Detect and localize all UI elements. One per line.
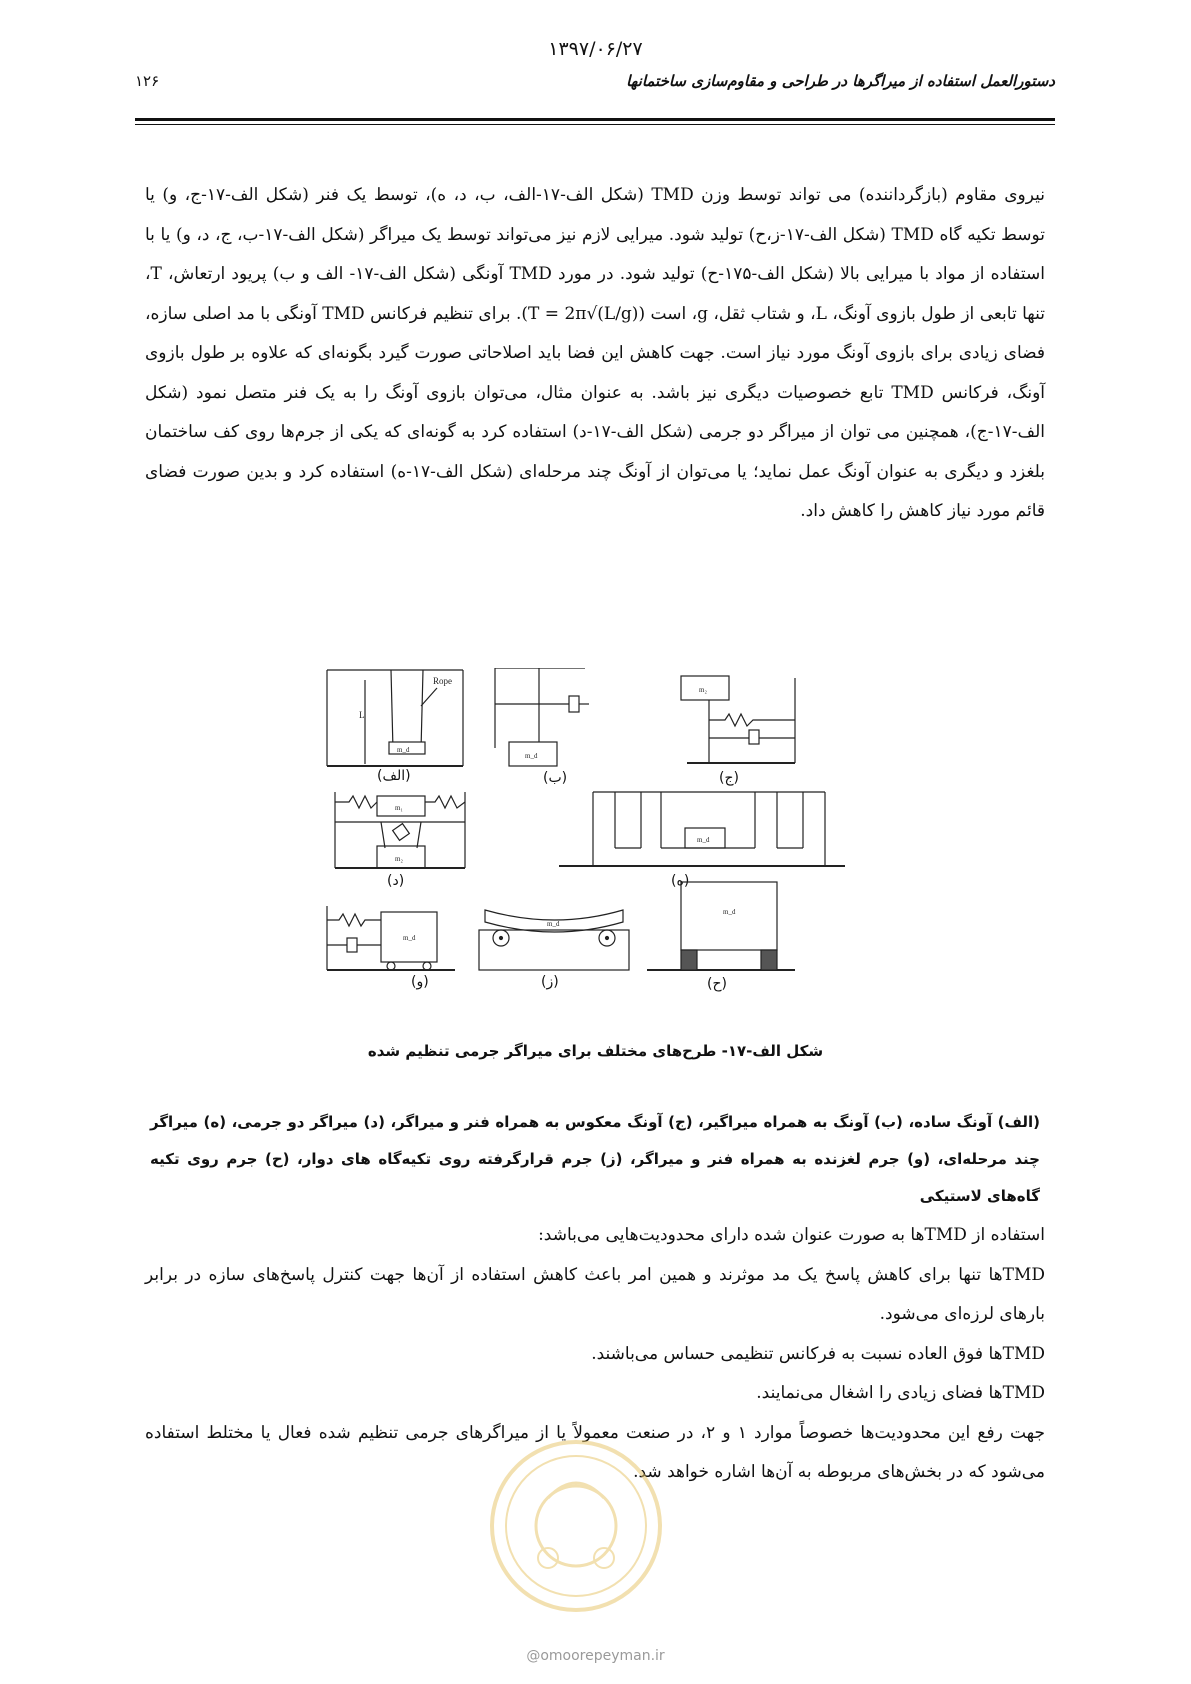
- svg-text:m_d: m_d: [547, 920, 560, 928]
- label-rope: Rope: [433, 676, 452, 686]
- fig-label-d: (د): [387, 873, 405, 889]
- svg-text:m_d: m_d: [723, 908, 736, 916]
- limitation-1: TMDها تنها برای کاهش پاسخ یک مد موثرند و همین امر باعث کاهش استفاده از آن‌ها جهت کنترل پاسخ‌های سازه در برابر بارهای لرزه‌ای می‌شود.: [145, 1264, 1045, 1324]
- fig-label-f: (و): [411, 974, 429, 990]
- figure-legend: (الف) آونگ ساده، (ب) آونگ به همراه میراگیر، (ج) آونگ معکوس به همراه فنر و میراگر، (د) میراگر دو جرمی، (ه) میراگر چند مرحله‌ای، (و) جرم لغزنده به همراه فنر و میراگر، (ز) جرم قرارگرفته روی تکیه‌گاه های دوار، (ح) جرم روی تکیه گاه‌های لاستیکی: [150, 1113, 1040, 1205]
- page-header: [135, 72, 1055, 102]
- watermark-seal: [488, 1438, 664, 1614]
- footer-url: @omoorepeyman.ir: [526, 1648, 665, 1664]
- svg-text:m₂: m₂: [395, 855, 403, 863]
- diagram-sliding-mass: [327, 906, 455, 990]
- document-date: ۱۳۹۷/۰۶/۲۷: [548, 38, 643, 60]
- svg-text:m₁: m₁: [395, 804, 403, 812]
- fig-label-a: (الف): [377, 768, 411, 784]
- diagram-simple-pendulum: [327, 670, 463, 784]
- diagram-pendulum-with-damper: [495, 668, 589, 786]
- limitation-2: TMDها فوق العاده نسبت به فرکانس تنظیمی حساس می‌باشند.: [591, 1343, 1045, 1364]
- header-title: دستورالعمل استفاده از میراگرها در طراحی و مقاوم‌سازی ساختمانها: [626, 72, 1055, 90]
- svg-text:m_d: m_d: [403, 934, 416, 942]
- tmd-configurations-figure: [325, 668, 865, 1011]
- label-L: L: [359, 710, 365, 720]
- limitations-conclusion: جهت رفع این محدودیت‌ها خصوصاً موارد ۱ و ۲، در صنعت معمولاً یا از میراگرهای جرمی تنظیم شده فعال یا مختلط استفاده می‌شود که در بخش‌های مربوطه به آن‌ها اشاره خواهد شد.: [145, 1422, 1045, 1482]
- diagram-rubber-bearings: [647, 882, 795, 992]
- fig-label-e: (ه): [671, 873, 690, 889]
- fig-label-b: (ب): [543, 770, 568, 786]
- fig-label-g: (ز): [541, 974, 559, 990]
- header-rule-thick: [135, 118, 1055, 121]
- page-number: ۱۲۶: [135, 72, 160, 90]
- limitations-intro: استفاده از TMDها به صورت عنوان شده دارای محدودیت‌هایی می‌باشد:: [538, 1225, 1045, 1245]
- diagram-multi-stage-pendulum: [559, 792, 845, 889]
- svg-text:m_d: m_d: [525, 752, 538, 760]
- diagram-inverted-pendulum: [681, 676, 795, 786]
- header-rule-thin: [135, 124, 1055, 125]
- svg-text:m_d: m_d: [697, 836, 710, 844]
- diagram-rolling-supports: [479, 910, 629, 990]
- fig-label-h: (ح): [707, 976, 727, 992]
- paragraph-1: نیروی مقاوم (بازگرداننده) می تواند توسط وزن TMD (شکل الف-۱۷-الف، ب، د، ه)، توسط یک فنر (شکل الف-۱۷-ج، و) یا توسط تکیه گاه TMD (شکل الف-۱۷-ز،ح) تولید شود. میرایی لازم نیز می‌تواند توسط یک میراگر (شکل الف-۱۷-ب، ج، د، و) یا با استفاده از مواد با میرایی بالا (شکل الف-۱۷۵-ح) تولید شود. در مورد TMD آونگی (شکل الف-۱۷- الف و ب) پریود ارتعاش، T، تنها تابعی از طول بازوی آونگ، L، و شتاب ثقل، g، است (T = 2π√(L/g)). برای تنظیم فرکانس TMD آونگی با مد اصلی سازه، فضای زیادی برای بازوی آونگ مورد نیاز است. جهت کاهش این فضا باید اصلاحاتی صورت گیرد بگونه‌ای که علاوه بر طول بازوی آونگ، فرکانس TMD تابع خصوصیات دیگری نیز باشد. به عنوان مثال، می‌توان بازوی آونگ را به یک فنر متصل نمود (شکل الف-۱۷-ج)، همچنین می توان از میراگر دو جرمی (شکل الف-۱۷-د) استفاده کرد به گونه‌ای که یکی از جرم‌ها روی کف ساختمان بلغزد و دیگری به عنوان آونگ عمل نماید؛ یا می‌توان از آونگ چند مرحله‌ای (شکل الف-۱۷-ه) استفاده کرد و بدین صورت فضای قائم مورد نیاز کاهش را کاهش داد.: [145, 185, 1046, 521]
- figure-caption: شکل الف-۱۷- طرح‌های مختلف برای میراگر جرمی تنظیم شده: [367, 1042, 824, 1060]
- svg-text:m_d: m_d: [397, 746, 410, 754]
- fig-label-c: (ج): [719, 770, 739, 786]
- diagram-two-mass-damper: [335, 792, 465, 889]
- limitation-3: TMDها فضای زیادی را اشغال می‌نمایند.: [756, 1383, 1045, 1403]
- svg-text:m₂: m₂: [699, 686, 707, 694]
